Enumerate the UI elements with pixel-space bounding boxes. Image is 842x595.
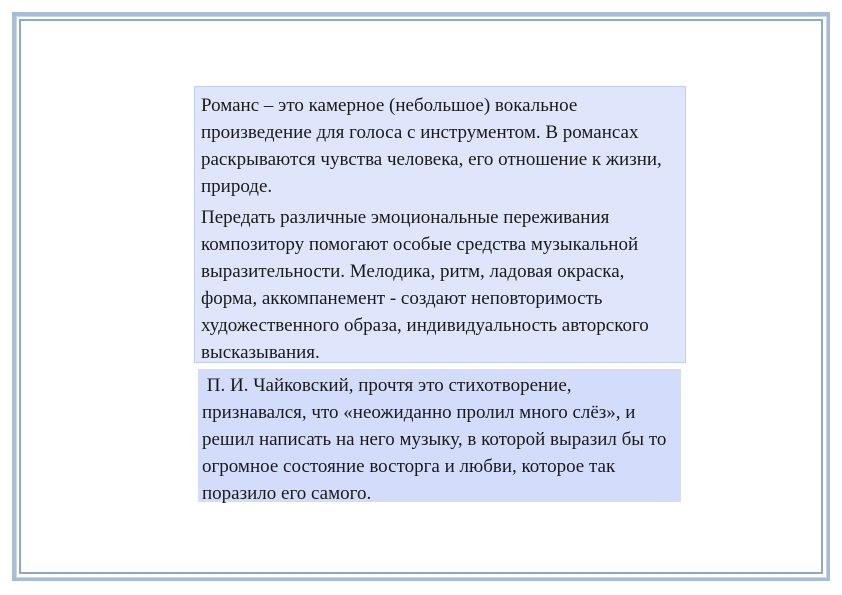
definition-text-box bbox=[194, 86, 686, 363]
tchaikovsky-text-box bbox=[198, 369, 681, 502]
romance-definition-paragraph: Романс – это камерное (небольшое) вокальное произведение для голоса с инструментом. В романсах раскрываются чувства человека, его отношение к жизни, природе. bbox=[201, 95, 662, 197]
expressive-means-paragraph: Передать различные эмоциональные переживания композитору помогают особые средства музыкальной выразительности. Мелодика, ритм, ладовая окраска, форма, аккомпанемент - создают неповторимость художественного образа, индивидуальность авторского высказывания. bbox=[201, 207, 649, 363]
tchaikovsky-paragraph: П. И. Чайковский, прочтя это стихотворение, признавался, что «неожиданно пролил много слёз», и решил написать на него музыку, в которой выразил бы то огромное состояние восторга и любви, которое так поразило его самого. bbox=[202, 375, 672, 504]
